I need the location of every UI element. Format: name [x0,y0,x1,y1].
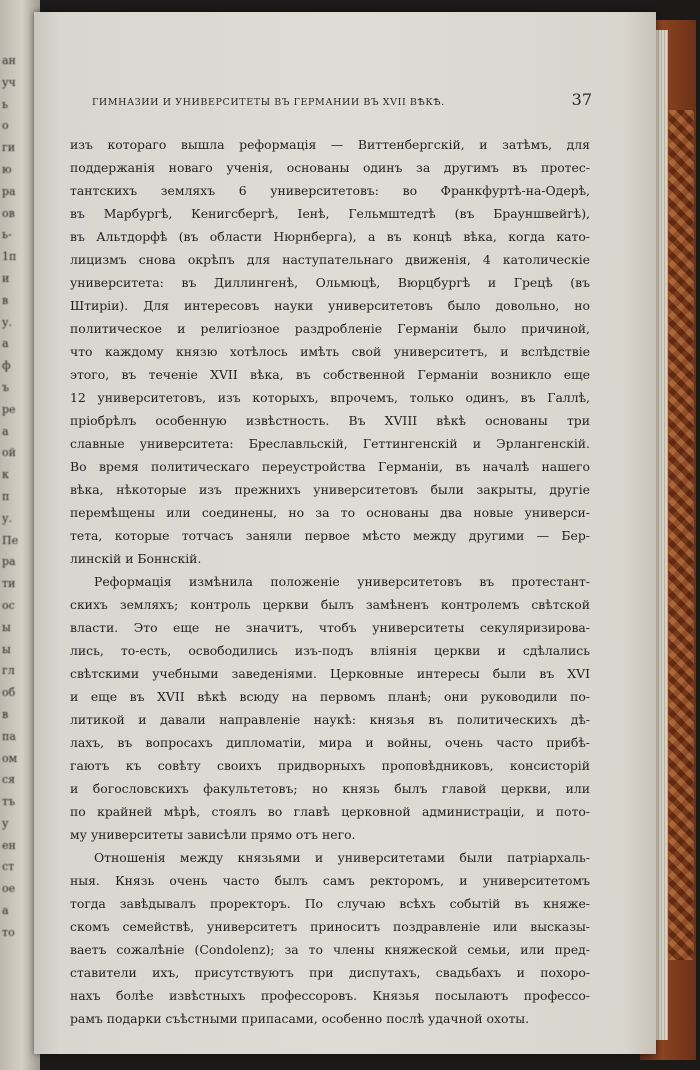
cover-weave-pattern [668,110,694,960]
text-line: славные университета: Бреславльскій, Геттингенскій и Эрлангенскій. [70,436,590,451]
left-page-fragment: у. [2,511,12,525]
left-page-fragment: ы [2,642,11,656]
text-line: изъ котораго вышла реформація — Виттенбергскій, и затѣмъ, для [70,137,590,152]
text-line: лицизмъ снова окрѣпъ для наступательнаго движенія, 4 католическіе [70,252,590,267]
text-line: пріобрѣлъ особенную извѣстность. Въ XVIII вѣкѣ основаны три [70,413,590,428]
left-page-fragment: ги [2,141,16,155]
text-line: по крайней мѣрѣ, стоялъ во главѣ церковной администраціи, и пото- [70,804,590,819]
text-line: Во время политическаго переустройства Германіи, въ началѣ нашего [70,459,590,474]
text-line: и еще въ XVII вѣкѣ всюду на первомъ планѣ; они руководили по- [70,689,590,704]
text-line: литикой и давали направленіе наукѣ: князья въ политическихъ дѣ- [70,712,590,727]
left-page-fragment: ре [2,402,16,416]
left-page-fragment: уч [2,75,16,89]
left-page-fragment: ю [2,162,12,176]
left-page-fragment: у. [2,315,12,329]
text-line: рамъ подарки съѣстными припасами, особенно послѣ удачной охоты. [70,1011,530,1026]
body-text [70,133,590,1030]
left-page-fragment: па [2,729,16,743]
text-line: 12 университетовъ, изъ которыхъ, впрочемъ, только одинъ, въ Галлѣ, [70,390,590,405]
left-page-fragment: ь- [2,228,12,242]
text-line: скихъ земляхъ; контроль церкви былъ замѣненъ контролемъ свѣтской [70,597,590,612]
left-page-fragment: ен [2,838,16,852]
text-line: тогда завѣдывалъ проректоръ. По случаю всѣхъ событій въ княже- [70,896,590,911]
left-page-fragment: ра [2,555,16,569]
left-page-fragment: ов [2,206,15,220]
left-page-fragment: ст [2,860,15,874]
left-page-fragment: ь [2,97,8,111]
left-page-fragment: то [2,925,15,939]
left-page-fragment: ся [2,773,16,787]
text-line: Штиріи). Для интересовъ науки университетовъ было довольно, но [70,298,590,313]
left-page-text [2,50,36,944]
text-line: Реформація измѣнила положеніе университетовъ въ протестант- [94,574,590,589]
text-line: Отношенія между князьями и университетами были патріархаль- [94,850,590,865]
left-page-fragment: ос [2,598,15,612]
text-line: университета: въ Диллингенѣ, Ольмюцѣ, Вюрцбургѣ и Грецѣ (въ [70,275,590,290]
text-line: лись, то-есть, освободились изъ-подъ вліянія церкви и сдѣлались [70,643,590,658]
text-line: и богословскихъ факультетовъ; но князь былъ главой церкви, или [70,781,590,796]
text-line: что каждому князю хотѣлось имѣть свой университетъ, и вслѣдствіе [70,344,590,359]
left-page-fragment: ъ [2,380,9,394]
left-page-fragment: ти [2,577,16,591]
left-page-fragment: Пе [2,533,19,547]
text-line: линскій и Боннскій. [70,551,202,566]
text-line: ваетъ сожалѣніе (Condolenz); за то члены княжеской семьи, или пред- [70,942,590,957]
left-page-fragment: ы [2,620,11,634]
left-page-fragment: ое [2,882,16,896]
text-line: этого, въ теченіе XVII вѣка, въ собственной Германіи возникло еще [70,367,590,382]
left-page-fragment: ф [2,359,11,373]
text-line: нахъ болѣе извѣстныхъ профессоровъ. Князья посылаютъ профессо- [70,988,590,1003]
left-page-fragment: тъ [2,795,16,809]
left-page-fragment: ан [2,54,16,67]
left-page-fragment: ра [2,184,16,198]
book-page [34,12,656,1054]
text-line: въ Альтдорфѣ (въ области Нюрнберга), а въ концѣ вѣка, когда като- [70,229,590,244]
text-line: политическое и религіозное раздробленіе Германіи было причиной, [70,321,590,336]
left-page-fragment: в [2,293,9,307]
text-line: ныя. Князь очень часто былъ самъ ректоромъ, и университетомъ [70,873,590,888]
left-page-fragment: об [2,686,16,700]
text-line: поддержанія новаго ученія, основаны одинъ за другимъ въ протес- [70,160,590,175]
text-line: тета, которые тотчасъ заняли первое мѣсто между другими — Бер- [70,528,590,543]
page-number: 37 [571,90,592,109]
left-page-fragment: к [2,468,9,482]
left-page-fragment: п [2,489,10,503]
text-line: перемѣщены или соединены, но за то основаны два новые универси- [70,505,590,520]
text-line: власти. Это еще не значитъ, чтобъ университеты секуляризирова- [70,620,590,635]
text-line: въ Марбургѣ, Кенигсбергѣ, Іенѣ, Гельмштедтѣ (въ Брауншвейгѣ), [70,206,590,221]
text-line: гаютъ къ совѣту своихъ придворныхъ проповѣдниковъ, консисторій [70,758,590,773]
left-page-fragment: гл [2,664,15,678]
text-line: скомъ семействѣ, университетъ приноситъ поздравленіе или высказы- [70,919,590,934]
text-line: тантскихъ земляхъ 6 университетовъ: во Франкфуртѣ-на-Одерѣ, [70,183,590,198]
text-line: вѣка, нѣкоторые изъ прежнихъ университетовъ были закрыты, другіе [70,482,590,497]
left-page-fragment: а [2,337,9,351]
left-page-fragment: а [2,904,9,918]
left-page-fragment: ой [2,446,16,460]
header-title: ГИМНАЗИИ И УНИВЕРСИТЕТЫ ВЪ ГЕРМАНИИ ВЪ XVII ВѢКѢ. [92,97,445,108]
text-line: му университеты зависѣли прямо отъ него. [70,827,356,842]
left-page-fragment: о [2,119,9,133]
left-page-fragment: в [2,707,9,721]
text-line: свѣтскими учебными заведеніями. Церковные интересы были въ XVI [70,666,590,681]
left-page-fragment: и [2,271,10,285]
text-line: лахъ, въ вопросахъ дипломатіи, мира и войны, очень часто прибѣ- [70,735,590,750]
text-line: ставители ихъ, присутствуютъ при диспутахъ, свадьбахъ и похоро- [70,965,590,980]
left-page-fragment: 1п [2,250,17,264]
left-page-fragment: ом [2,751,18,765]
left-page-fragment: у [2,816,9,830]
left-page-fragment: а [2,424,9,438]
running-head [92,90,592,109]
